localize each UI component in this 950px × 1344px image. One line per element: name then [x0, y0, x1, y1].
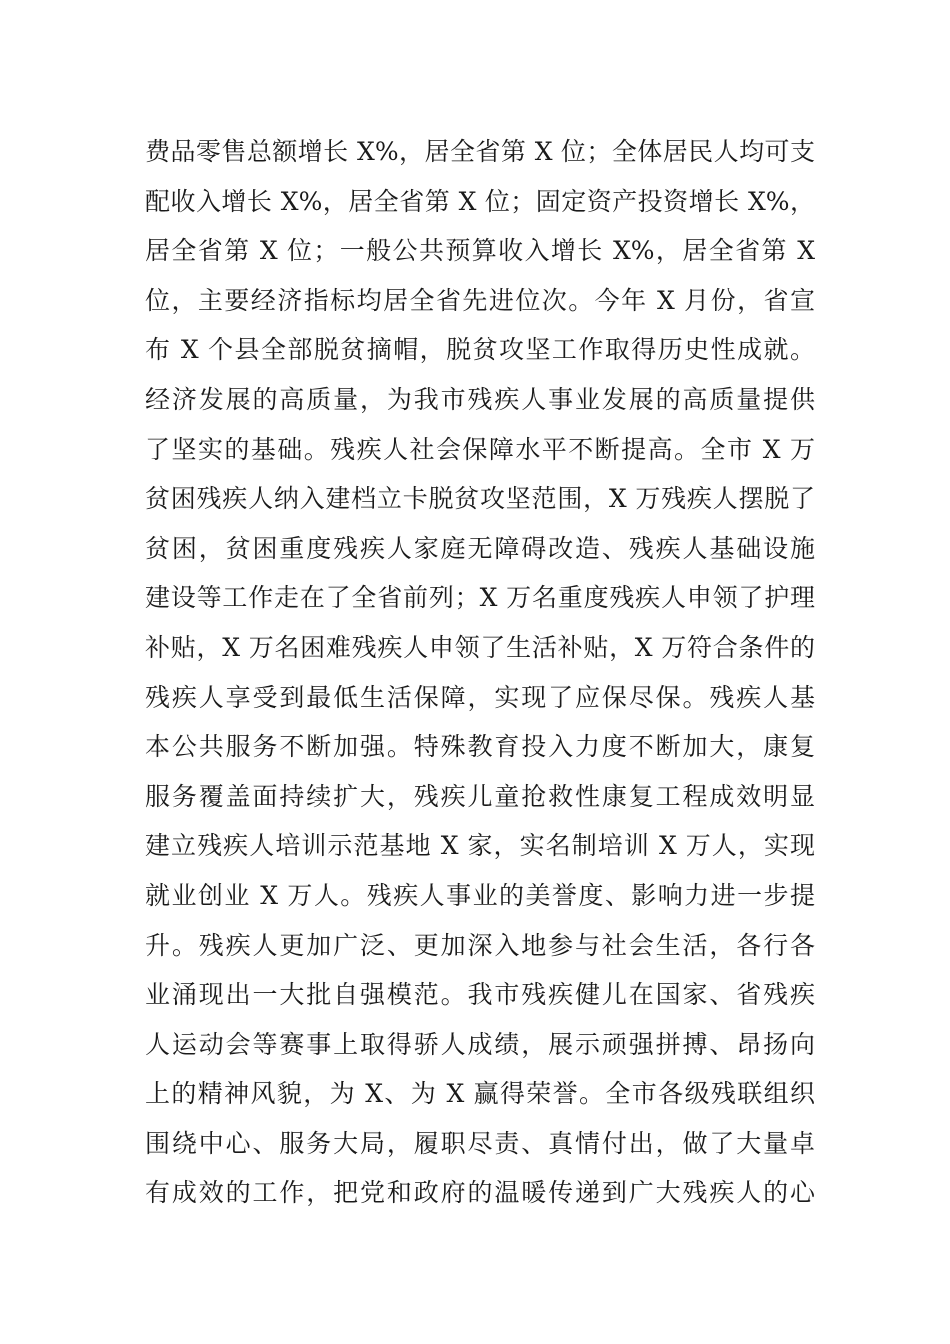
- text-line-2: 配收入增长 X%，居全省第 X 位；固定资产投资增长 X%，: [145, 186, 815, 216]
- text-line-3: 居全省第 X 位；一般公共预算收入增长 X%，居全省第 X: [145, 236, 815, 266]
- text-line-22: 有成效的工作，把党和政府的温暖传递到广大残疾人的心: [145, 1178, 815, 1208]
- text-line-11: 补贴，X 万名困难残疾人申领了生活补贴，X 万符合条件的: [145, 632, 815, 662]
- text-line-10: 建设等工作走在了全省前列；X 万名重度残疾人申领了护理: [145, 583, 815, 613]
- text-line-16: 就业创业 X 万人。残疾人事业的美誉度、影响力进一步提: [145, 880, 815, 910]
- text-line-6: 经济发展的高质量，为我市残疾人事业发展的高质量提供: [145, 384, 815, 414]
- text-line-5: 布 X 个县全部脱贫摘帽，脱贫攻坚工作取得历史性成就。: [145, 335, 815, 365]
- text-line-12: 残疾人享受到最低生活保障，实现了应保尽保。残疾人基: [145, 682, 815, 712]
- text-line-9: 贫困，贫困重度残疾人家庭无障碍改造、残疾人基础设施: [145, 533, 815, 563]
- text-line-19: 人运动会等赛事上取得骄人成绩，展示顽强拼搏、昂扬向: [145, 1029, 815, 1059]
- body-text: [145, 127, 815, 1218]
- text-line-15: 建立残疾人培训示范基地 X 家，实名制培训 X 万人，实现: [145, 831, 815, 861]
- text-line-7: 了坚实的基础。残疾人社会保障水平不断提高。全市 X 万: [145, 434, 815, 464]
- text-line-14: 服务覆盖面持续扩大，残疾儿童抢救性康复工程成效明显: [145, 781, 815, 811]
- text-line-8: 贫困残疾人纳入建档立卡脱贫攻坚范围，X 万残疾人摆脱了: [145, 484, 815, 514]
- text-line-13: 本公共服务不断加强。特殊教育投入力度不断加大，康复: [145, 732, 815, 762]
- text-line-1: 费品零售总额增长 X%，居全省第 X 位；全体居民人均可支: [145, 137, 815, 166]
- text-line-21: 围绕中心、服务大局，履职尽责、真情付出，做了大量卓: [145, 1128, 815, 1158]
- text-line-17: 升。残疾人更加广泛、更加深入地参与社会生活，各行各: [145, 930, 815, 960]
- text-line-4: 位，主要经济指标均居全省先进位次。今年 X 月份，省宣: [145, 285, 815, 315]
- text-line-20: 上的精神风貌，为 X、为 X 赢得荣誉。全市各级残联组织: [145, 1079, 815, 1109]
- text-line-18: 业涌现出一大批自强模范。我市残疾健儿在国家、省残疾: [145, 980, 815, 1010]
